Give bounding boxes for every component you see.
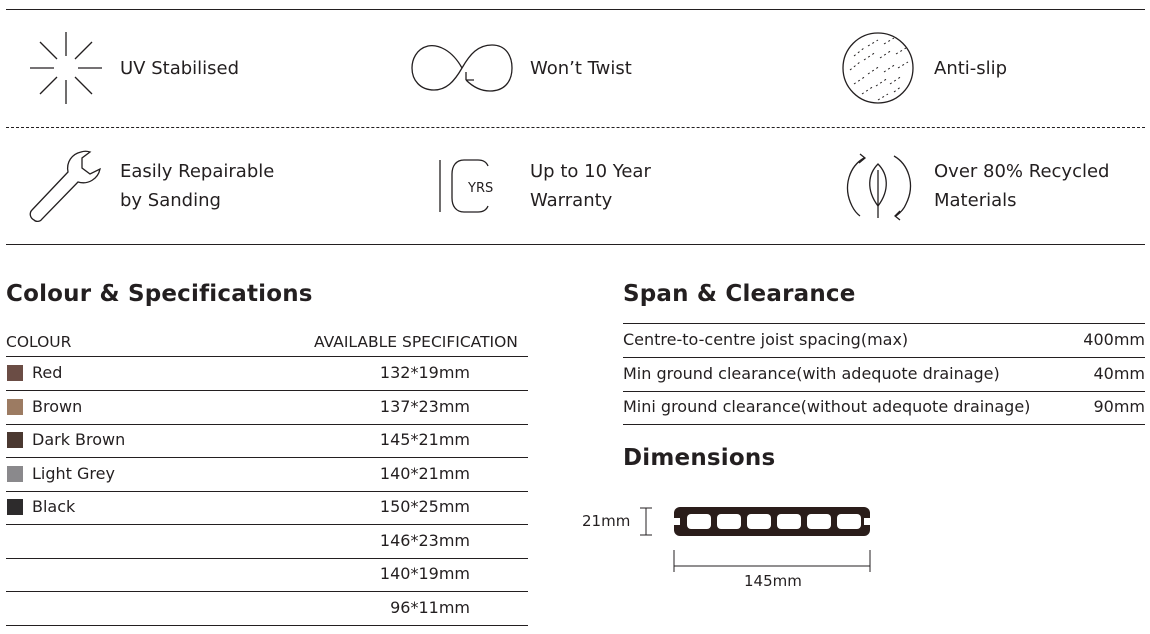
table-row <box>6 558 528 592</box>
board-hollow-cell <box>747 514 771 529</box>
spec-value: 137*23mm <box>379 396 470 416</box>
table-row <box>6 525 528 559</box>
feature-label: Up to 10 Year Warranty <box>530 161 651 211</box>
feature-uv <box>26 28 239 108</box>
feature-warranty <box>428 146 651 226</box>
span-label: Centre-to-centre joist spacing(max) <box>623 330 909 349</box>
board-profile-diagram <box>630 500 880 576</box>
span-value: 90mm <box>1093 397 1145 416</box>
board-hollow-cell <box>837 514 861 529</box>
table-row <box>6 424 528 458</box>
colour-name: Red <box>32 363 63 382</box>
features-bottom-divider <box>6 244 1145 245</box>
colour-swatch <box>7 432 23 448</box>
sun-icon <box>26 28 106 108</box>
feature-repairable <box>26 146 274 226</box>
feature-label: Anti-slip <box>934 57 1008 79</box>
feature-label: Easily Repairable by Sanding <box>120 161 275 211</box>
feature-label: Won’t Twist <box>530 57 632 79</box>
colour-column-header: COLOUR <box>6 333 72 351</box>
board-edge-groove <box>864 518 870 525</box>
spec-value: 96*11mm <box>390 597 470 617</box>
colour-name: Brown <box>32 396 83 416</box>
spec-value: 146*23mm <box>379 530 470 550</box>
board-profile <box>674 507 870 536</box>
span-clearance-title: Span & Clearance <box>623 281 856 307</box>
span-label: Mini ground clearance(without adequote drainage) <box>623 397 1031 416</box>
colour-swatch <box>7 399 23 415</box>
feature-divider <box>6 127 1145 128</box>
feature-no-twist <box>408 28 632 108</box>
table-row <box>6 491 528 525</box>
span-value: 400mm <box>1083 330 1145 349</box>
spec-value: 150*25mm <box>379 497 470 516</box>
span-label: Min ground clearance(with adequote drainage) <box>623 363 1000 383</box>
board-hollow-cell <box>687 514 711 529</box>
textured-circle-icon <box>838 28 918 108</box>
dimensions-title: Dimensions <box>623 445 776 471</box>
feature-anti-slip <box>838 28 1007 108</box>
board-hollow-cell <box>777 514 801 529</box>
warranty-10-yrs-icon <box>428 146 514 226</box>
spec-value: 132*19mm <box>379 363 470 382</box>
table-row <box>6 357 528 391</box>
table-row <box>6 391 528 425</box>
colour-specs-title: Colour & Specifications <box>6 281 313 307</box>
colour-swatch <box>7 466 23 482</box>
board-hollow-cell <box>717 514 741 529</box>
span-row <box>623 391 1145 425</box>
width-dimension-label: 145mm <box>744 572 802 590</box>
feature-recycled <box>838 146 1109 226</box>
top-divider <box>6 9 1145 10</box>
infinity-arrow-icon <box>408 28 516 108</box>
table-row <box>6 592 528 626</box>
feature-label: UV Stabilised <box>120 57 240 79</box>
colour-swatch <box>7 365 23 381</box>
height-dimension-line <box>640 508 652 535</box>
colour-name: Black <box>32 497 76 516</box>
recycle-leaf-icon <box>838 146 918 226</box>
width-dimension-line <box>674 550 870 572</box>
colour-swatch <box>7 499 23 515</box>
feature-label: Over 80% Recycled Materials <box>934 161 1110 211</box>
wrench-icon <box>26 146 106 226</box>
spec-column-header: AVAILABLE SPECIFICATION <box>314 333 518 351</box>
board-hollow-cell <box>807 514 831 529</box>
height-dimension-label: 21mm <box>582 512 631 530</box>
colour-name: Dark Brown <box>32 430 126 449</box>
board-edge-groove <box>674 518 680 525</box>
spec-value: 140*19mm <box>379 564 470 583</box>
span-value: 40mm <box>1093 363 1145 383</box>
span-row <box>623 358 1145 392</box>
spec-value: 145*21mm <box>379 430 470 449</box>
table-row <box>6 458 528 492</box>
span-row <box>623 324 1145 358</box>
spec-value: 140*21mm <box>379 463 470 483</box>
svg-text:YRS: YRS <box>468 181 494 196</box>
colour-name: Light Grey <box>32 463 115 483</box>
